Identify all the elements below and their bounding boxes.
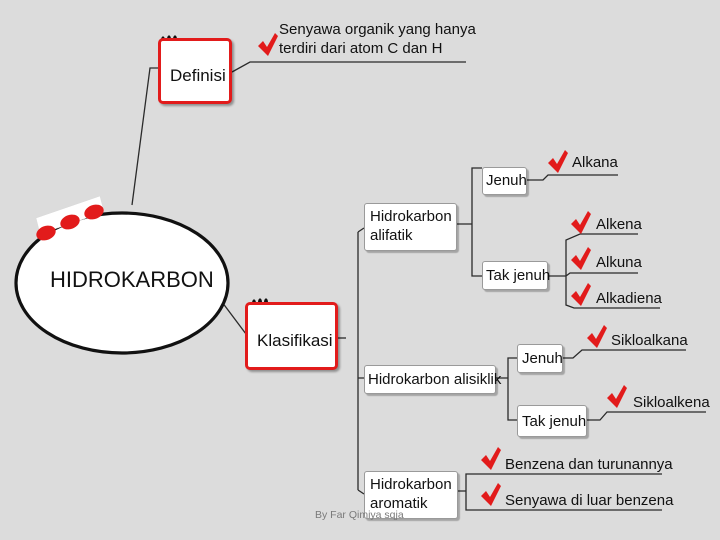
- alifatik-tak-jenuh-node: [482, 261, 551, 290]
- check-icon-luar-benzena: [481, 483, 501, 506]
- check-icon-definisi: [258, 33, 278, 56]
- aromatik-label-line2: aromatik: [370, 495, 428, 512]
- check-icon-sikloalkana: [587, 325, 607, 348]
- connector-definisi-text: [232, 62, 466, 72]
- definisi-text-line2: terdiri dari atom C dan H: [279, 40, 443, 57]
- klasifikasi-node: [245, 302, 338, 370]
- item-sikloalkana: Sikloalkana: [611, 332, 688, 349]
- alisiklik-jenuh-node: [517, 344, 563, 373]
- check-icon-alkuna: [571, 247, 591, 270]
- definisi-label: Definisi: [170, 66, 226, 85]
- connector-alisiklik: [496, 358, 517, 420]
- alisiklik-label: Hidrokarbon alisiklik: [368, 371, 502, 388]
- connector-alifatik: [457, 168, 482, 276]
- check-icon-alkana: [548, 150, 568, 173]
- definisi-text-line1: Senyawa organik yang hanya: [279, 21, 476, 38]
- check-icon-alkena: [571, 211, 591, 234]
- alifatik-label-line2: alifatik: [370, 227, 413, 244]
- definisi-node: [158, 38, 232, 104]
- alisiklik-node: [364, 365, 502, 394]
- alisiklik-jenuh-label: Jenuh: [522, 350, 563, 367]
- item-alkadiena: Alkadiena: [596, 290, 662, 307]
- check-icon-benzena: [481, 447, 501, 470]
- klasifikasi-label: Klasifikasi: [257, 331, 333, 350]
- aromatik-label-line1: Hidrokarbon: [370, 476, 452, 493]
- check-icon-sikloalkena: [607, 385, 627, 408]
- alifatik-jenuh-node: [482, 167, 527, 195]
- item-alkana: Alkana: [572, 154, 618, 171]
- alifatik-tak-jenuh-label: Tak jenuh: [486, 267, 551, 284]
- alifatik-label-line1: Hidrokarbon: [370, 208, 452, 225]
- alisiklik-tak-jenuh-label: Tak jenuh: [522, 413, 587, 430]
- item-alkuna: Alkuna: [596, 254, 642, 271]
- connector-klasifikasi: [222, 302, 246, 334]
- item-sikloalkena: Sikloalkena: [633, 394, 710, 411]
- connector-sikloalkena: [587, 412, 706, 420]
- item-benzena: Benzena dan turunannya: [505, 456, 673, 473]
- alifatik-jenuh-label: Jenuh: [486, 172, 527, 189]
- central-node-label: HIDROKARBON: [50, 267, 214, 292]
- connector-sikloalkana: [563, 350, 686, 358]
- check-icon-alkadiena: [571, 283, 591, 306]
- alisiklik-tak-jenuh-node: [517, 405, 587, 437]
- alifatik-node: [364, 203, 457, 251]
- item-alkena: Alkena: [596, 216, 642, 233]
- item-luar-benzena: Senyawa di luar benzena: [505, 492, 674, 509]
- footer-credit: By Far Qimiya sqja: [315, 509, 404, 521]
- connector-definisi: [132, 68, 160, 205]
- connector-alkana: [527, 175, 618, 180]
